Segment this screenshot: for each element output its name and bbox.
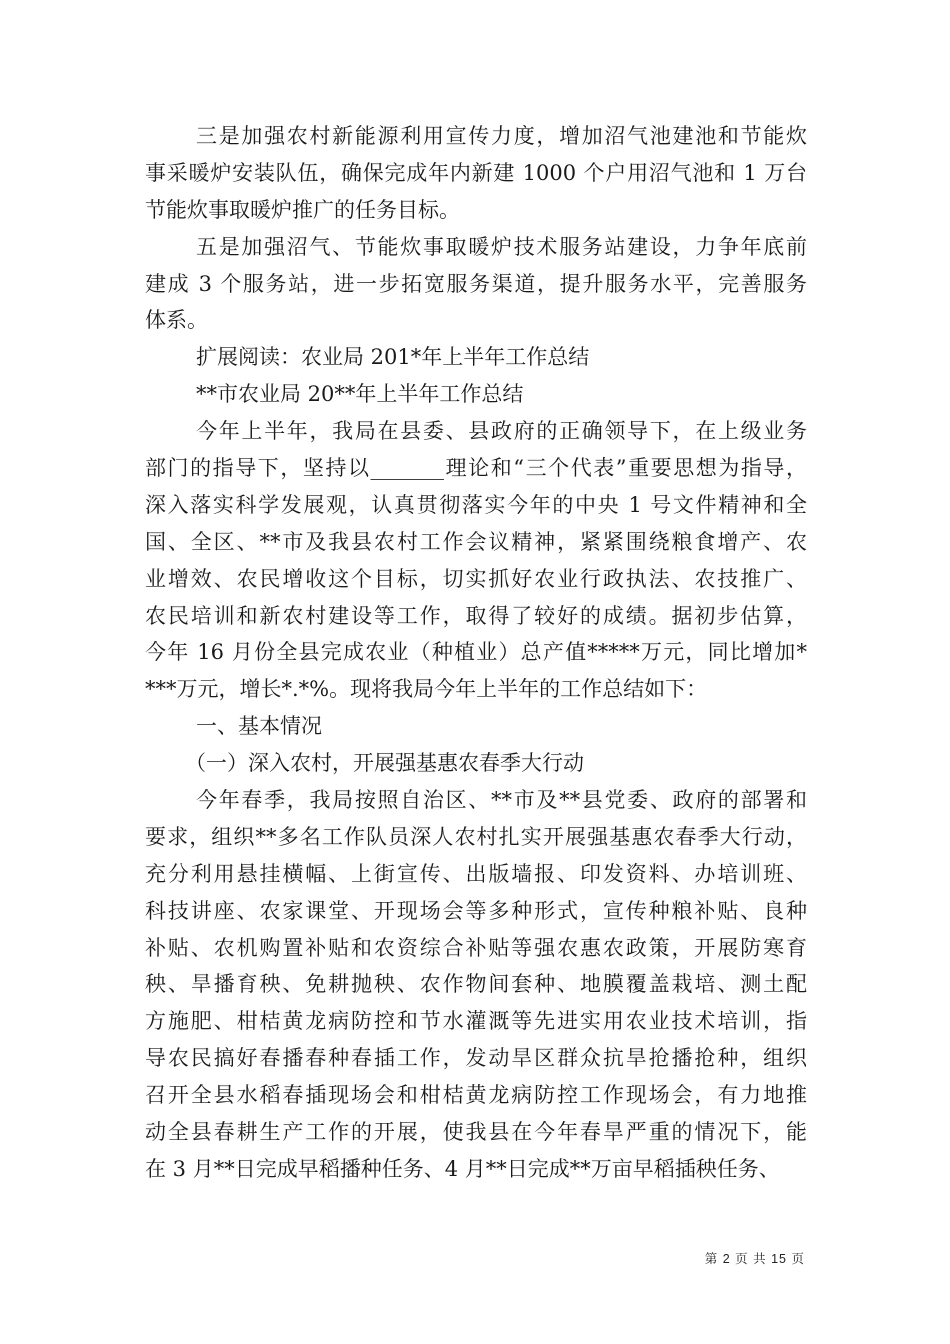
text-line: 充分利用悬挂横幅、上街宣传、出版墙报、印发资料、办培训班、 [145,861,807,886]
text-line: ***万元，增长*.*%。现将我局今年上半年的工作总结如下： [145,677,708,702]
text-line: 一、基本情况 [196,714,322,739]
text-line: 五是加强沼气、节能炊事取暖炉技术服务站建设，力争年底前 [196,234,807,259]
paragraph [145,376,807,413]
text-line: 国、全区、**市及我县农村工作会议精神，紧紧围绕粮食增产、农 [145,529,807,554]
text-line: 今年春季，我局按照自治区、**市及**县党委、政府的部署和 [196,788,807,813]
text-line: 体系。 [145,308,208,333]
text-line: 业增效、农民增收这个目标，切实抓好农业行政执法、农技推广、 [145,566,807,591]
text-line: 导农民搞好春播春种春插工作，发动旱区群众抗旱抢播抢种，组织 [145,1046,807,1071]
text-line: 科技讲座、农家课堂、开现场会等多种形式，宣传种粮补贴、良种 [145,898,807,923]
text-line: 今年上半年，我局在县委、县政府的正确领导下，在上级业务 [196,419,807,444]
text-line: 补贴、农机购置补贴和农资综合补贴等强农惠农政策，开展防寒育 [145,935,807,960]
text-line: 秧、旱播育秧、免耕抛秧、农作物间套种、地膜覆盖栽培、测土配 [145,972,807,997]
text-line: 要求，组织**多名工作队员深人农村扎实开展强基惠农春季大行动， [145,824,807,849]
text-line: 今年 16 月份全县完成农业（种植业）总产值*****万元，同比增加* [145,640,807,665]
paragraph [145,413,807,708]
text-line: 事采暖炉安装队伍，确保完成年内新建 1000 个户用沼气池和 1 万台 [145,160,807,185]
text-line: （一）深入农村，开展强基惠农春季大行动 [185,751,584,776]
text-line: 动全县春耕生产工作的开展，使我县在今年春旱严重的情况下，能 [145,1120,807,1145]
text-line: 三是加强农村新能源利用宣传力度，增加沼气池建池和节能炊 [196,124,807,148]
paragraph [145,708,807,745]
document-body [145,118,807,1188]
text-line: 农民培训和新农村建设等工作，取得了较好的成绩。据初步估算， [145,603,807,628]
paragraph [145,745,807,782]
text-line: 节能炊事取暖炉推广的任务目标。 [145,197,460,222]
text-line: 在 3 月**日完成早稻播种任务、4 月**日完成**万亩早稻插秧任务、 [145,1156,780,1181]
paragraph [145,782,807,1188]
text-line: 扩展阅读：农业局 201*年上半年工作总结 [196,345,590,370]
paragraph [145,339,807,376]
text-line: 部门的指导下，坚持以_______理论和“三个代表”重要思想为指导， [145,456,807,481]
paragraph [145,229,807,340]
text-line: 建成 3 个服务站，进一步拓宽服务渠道，提升服务水平，完善服务 [145,271,807,296]
text-line: 深入落实科学发展观，认真贯彻落实今年的中央 1 号文件精神和全 [145,492,807,517]
text-line: 方施肥、柑桔黄龙病防控和节水灌溉等先进实用农业技术培训，指 [145,1009,807,1034]
page-number-footer: 第 2 页 共 15 页 [704,1252,805,1266]
text-line: 召开全县水稻春插现场会和柑桔黄龙病防控工作现场会，有力地推 [145,1083,807,1108]
text-line: **市农业局 20**年上半年工作总结 [196,382,524,407]
paragraph [145,118,807,229]
